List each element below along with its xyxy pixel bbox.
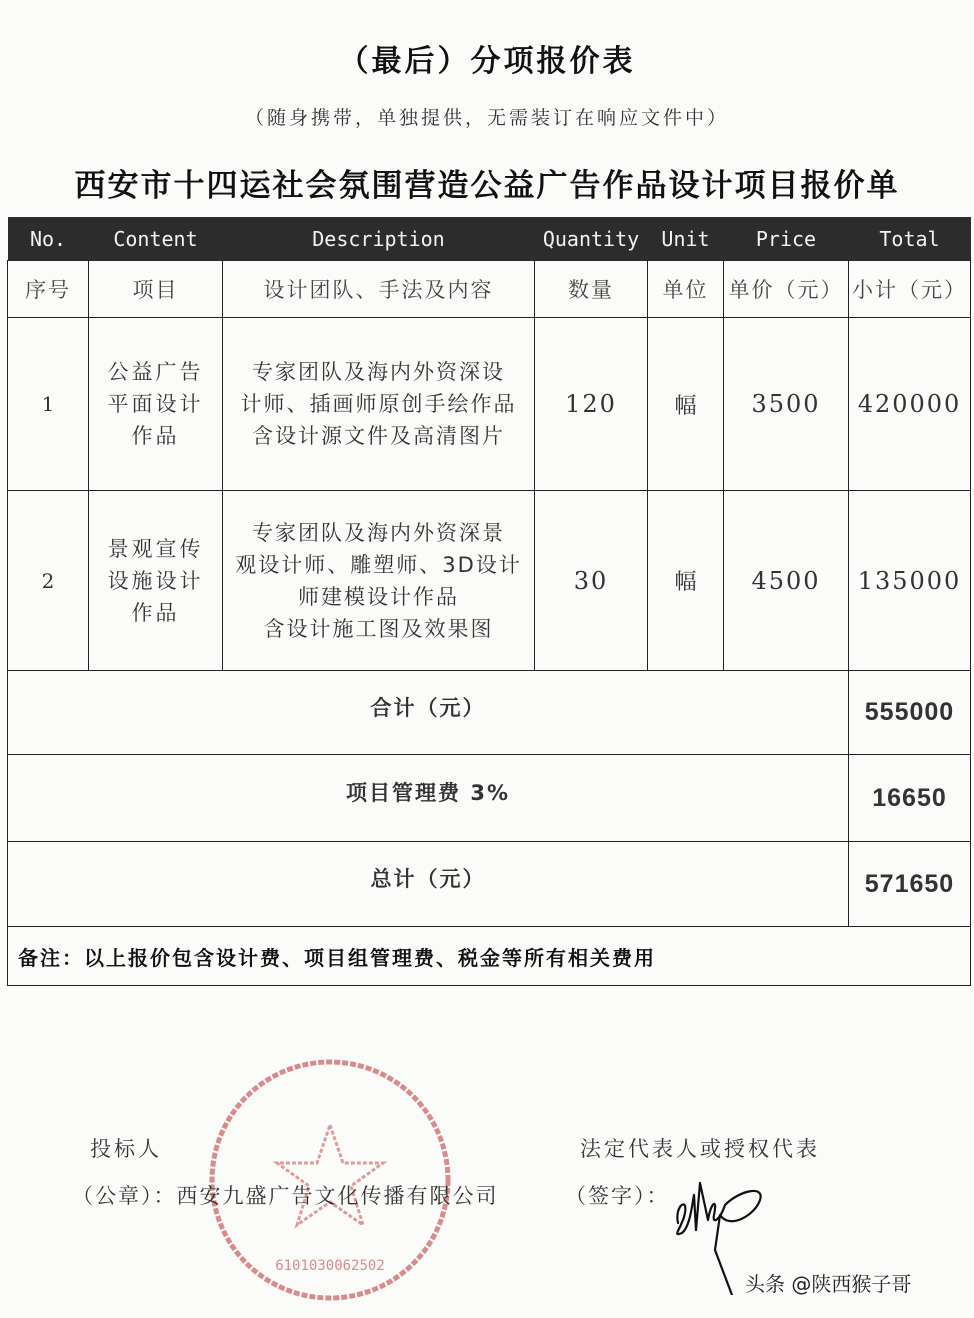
col-header-content: Content bbox=[89, 218, 223, 261]
header-row-cn bbox=[8, 261, 971, 318]
row-content bbox=[89, 491, 223, 671]
col-header-description: Description bbox=[223, 218, 535, 261]
col-header-no: No. bbox=[8, 218, 89, 261]
representative-sign-label: （签字）： bbox=[565, 1184, 670, 1208]
bidder-company: （公章）：西安九盛广告文化传播有限公司 bbox=[72, 1184, 499, 1208]
header-row-en bbox=[8, 218, 971, 261]
description-line: 师建模设计作品 bbox=[298, 584, 459, 609]
quote-table bbox=[7, 217, 971, 986]
content-line: 平面设计 bbox=[107, 392, 204, 416]
content-line: 设施设计 bbox=[107, 568, 204, 593]
subtotal-value: 555000 bbox=[849, 671, 971, 755]
grand-total-value: 571650 bbox=[849, 842, 971, 927]
subtotal-label: 合计（元） bbox=[8, 671, 849, 755]
row-no: 1 bbox=[8, 318, 89, 491]
col-header-cn-content: 项目 bbox=[89, 261, 223, 318]
content-line: 景观宣传 bbox=[107, 536, 204, 561]
col-header-cn-no: 序号 bbox=[8, 261, 89, 318]
svg-text:6101030062502: 6101030062502 bbox=[275, 1258, 385, 1274]
watermark: 头条 @陕西猴子哥 bbox=[745, 1272, 912, 1296]
representative-label: 法定代表人或授权代表 bbox=[580, 1137, 820, 1161]
content-line: 作品 bbox=[131, 600, 180, 625]
note-row bbox=[8, 927, 971, 986]
col-header-cn-total: 小计（元） bbox=[849, 261, 971, 318]
row-total: 135000 bbox=[849, 491, 971, 671]
col-header-cn-quantity: 数量 bbox=[535, 261, 648, 318]
row-price: 4500 bbox=[724, 491, 849, 671]
grand-total-row bbox=[8, 842, 971, 927]
content-line: 作品 bbox=[131, 424, 180, 448]
bidder-label: 投标人 bbox=[90, 1137, 162, 1161]
document-title: 西安市十四运社会氛围营造公益广告作品设计项目报价单 bbox=[74, 168, 900, 204]
description-line: 观设计师、雕塑师、3D设计 bbox=[235, 552, 522, 577]
content-line: 公益广告 bbox=[107, 360, 204, 384]
description-line: 专家团队及海内外资深景 bbox=[252, 520, 505, 545]
grand-total-label: 总计（元） bbox=[8, 842, 849, 927]
col-header-unit: Unit bbox=[648, 218, 724, 261]
management-fee-label: 项目管理费 3% bbox=[8, 755, 849, 842]
row-description bbox=[223, 491, 535, 671]
note-text: 备注：以上报价包含设计费、项目组管理费、税金等所有相关费用 bbox=[8, 927, 971, 986]
description-line: 含设计源文件及高清图片 bbox=[252, 424, 505, 448]
row-unit: 幅 bbox=[648, 491, 724, 671]
col-header-total: Total bbox=[849, 218, 971, 261]
col-header-cn-description: 设计团队、手法及内容 bbox=[223, 261, 535, 318]
page-subtitle: （随身携带，单独提供，无需装订在响应文件中） bbox=[244, 107, 729, 129]
management-fee-value: 16650 bbox=[849, 755, 971, 842]
col-header-quantity: Quantity bbox=[535, 218, 648, 261]
row-unit: 幅 bbox=[648, 318, 724, 491]
row-price: 3500 bbox=[724, 318, 849, 491]
row-description bbox=[223, 318, 535, 491]
row-no: 2 bbox=[8, 491, 89, 671]
description-line: 含设计施工图及效果图 bbox=[263, 616, 494, 641]
col-header-cn-unit: 单位 bbox=[648, 261, 724, 318]
row-total: 420000 bbox=[849, 318, 971, 491]
table-row bbox=[8, 491, 971, 671]
management-fee-row bbox=[8, 755, 971, 842]
row-quantity: 30 bbox=[535, 491, 648, 671]
col-header-price: Price bbox=[724, 218, 849, 261]
description-line: 计师、插画师原创手绘作品 bbox=[240, 392, 517, 416]
row-content bbox=[89, 318, 223, 491]
page-title: （最后）分项报价表 bbox=[338, 44, 636, 79]
row-quantity: 120 bbox=[535, 318, 648, 491]
col-header-cn-price: 单价（元） bbox=[724, 261, 849, 318]
subtotal-row bbox=[8, 671, 971, 755]
table-row bbox=[8, 318, 971, 491]
description-line: 专家团队及海内外资深设 bbox=[252, 360, 505, 384]
